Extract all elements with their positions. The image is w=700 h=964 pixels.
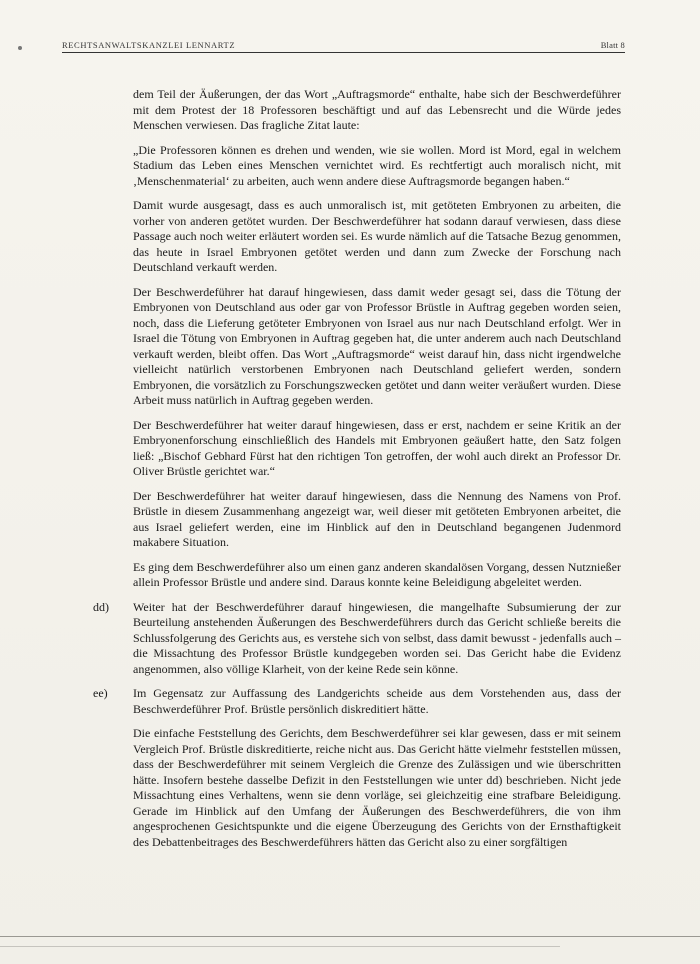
list-item-dd — [93, 599, 621, 678]
paragraph: Damit wurde ausgesagt, dass es auch unmoralisch ist, mit getöteten Embryonen zu arbeiten, die vorher von anderen getötet wurden. Der Beschwerdeführer hat sodann darauf verwiesen, dass diese Passage auch noch weiter erläutert worden sei. Es wurde nämlich auf die Tatsache Bezug genommen, das heute in Israel Embryonen getötet werden und dann zum Zwecke der Forschung nach Deutschland verkauft werden. — [133, 198, 621, 274]
quote-paragraph: „Die Professoren können es drehen und wenden, wie sie wollen. Mord ist Mord, egal in welchem Stadium das Leben eines Menschen vernichtet wird. Es rechtfertigt auch moralisch nicht, mit ‚Menschenmaterial‘ zu arbeiten, auch wenn andere diese Auftragsmorde begangen haben.“ — [133, 142, 621, 188]
list-item-ee — [93, 686, 621, 717]
firm-name: RECHTSANWALTSKANZLEI LENNARTZ — [62, 40, 236, 50]
paragraph: Es ging dem Beschwerdeführer also um einen ganz anderen skandalösen Vorgang, dessen Nutznießer allein Professor Brüstle und andere sind. Daraus konnte keine Beleidigung abgeleitet werden. — [133, 559, 621, 589]
page-header — [62, 40, 625, 53]
scan-edge-line — [0, 946, 560, 947]
list-marker: ee) — [93, 686, 108, 700]
sheet-number: Blatt 8 — [600, 40, 625, 50]
scan-edge-line — [0, 936, 700, 937]
list-item-text: Im Gegensatz zur Auffassung des Landgerichts scheide aus dem Vorstehenden aus, dass der Beschwerdeführer Prof. Brüstle persönlich diskreditiert hätte. — [133, 686, 621, 716]
list-marker: dd) — [93, 599, 109, 614]
punch-hole-mark — [18, 46, 22, 50]
paragraph: Die einfache Feststellung des Gerichts, dem Beschwerdeführer sei klar gewesen, dass er mit seinem Vergleich Prof. Brüstle diskreditierte, reiche nicht aus. Das Gericht hätte vielmehr feststellen müssen, dass der Beschwerdeführer mit seinem Vergleich die Grenze des Zulässigen und wie überschritten hätte. Insofern bestehe dasselbe Defizit in den Feststellungen wie unter dd) beschrieben. Nicht jede Missachtung eines Verhaltens, wenn sie denn vorläge, sei gleichzeitig eine strafbare Beleidigung. Gerade im Hinblick auf den Umfang der Äußerungen des Beschwerdeführers, die von ihm angesprochenen Gesichtspunkte und die eigene Überzeugung des Gerichts von der Ernsthaftigkeit des Debattenbeitrages des Beschwerdeführers hätten das Gericht also zu einer sorgfältigen — [133, 726, 621, 849]
paragraph: Der Beschwerdeführer hat weiter darauf hingewiesen, dass die Nennung des Namens von Prof. Brüstle in diesem Zusammenhang angezeigt war, weil dieser mit getöteten Embryonen arbeitet, die aus Israel geliefert werden, eine im Hinblick auf den in Deutschland begangenen Judenmord makabere Situation. — [133, 488, 621, 549]
paragraph: Der Beschwerdeführer hat darauf hingewiesen, dass damit weder gesagt sei, dass die Tötung der Embryonen von Deutschland aus oder gar von Professor Brüstle in Auftrag gegeben worden seien, noch, dass die Lieferung getöteter Embryonen von Israel aus nur nach Deutschland erfolgt. Wer in Israel die Tötung von Embryonen in Auftrag gegeben hat, die unter anderem auch nach Deutschland verkauft werden, bleibt offen. Das Wort „Auftragsmorde“ weist darauf hin, dass nicht irgendwelche vielleicht natürlich verstorbenen Embryonen nach Deutschland geliefert werden, sondern Embryonen, die vorsätzlich zu Forschungszwecken getötet und dann weiter veräußert wurden. Diese Arbeit muss natürlich in Auftrag gegeben werden. — [133, 284, 621, 407]
paragraph: dem Teil der Äußerungen, der das Wort „Auftragsmorde“ enthalte, habe sich der Beschwerdeführer mit dem Protest der 18 Professoren beschäftigt und auf das Lebensrecht und die Würde jedes Menschen verwiesen. Das fragliche Zitat laute: — [133, 87, 621, 132]
list-item-text: Weiter hat der Beschwerdeführer darauf hingewiesen, die mangelhafte Subsumierung der zur Beurteilung anstehenden Äußerungen des Beschwerdeführers durch das Gericht schließe bereits die Schlussfolgerung des Gerichts aus, es verstehe sich von selbst, dass damit bewusst - jedenfalls auch – die Missachtung des Professor Brüstle kundgegeben worden sei. Das Gericht habe die Evidenz angenommen, also völlige Klarheit, von der keine Rede sein könne. — [133, 599, 621, 676]
paragraph: Der Beschwerdeführer hat weiter darauf hingewiesen, dass er erst, nachdem er seine Kritik an der Embryonenforschung einschließlich des Handels mit Embryonen geäußert hatte, den Satz folgen ließ: „Bischof Gebhard Fürst hat den richtigen Ton getroffen, der wohl auch direkt an Professor Dr. Oliver Brüstle gerichtet war.“ — [133, 417, 621, 478]
document-body — [93, 87, 621, 859]
